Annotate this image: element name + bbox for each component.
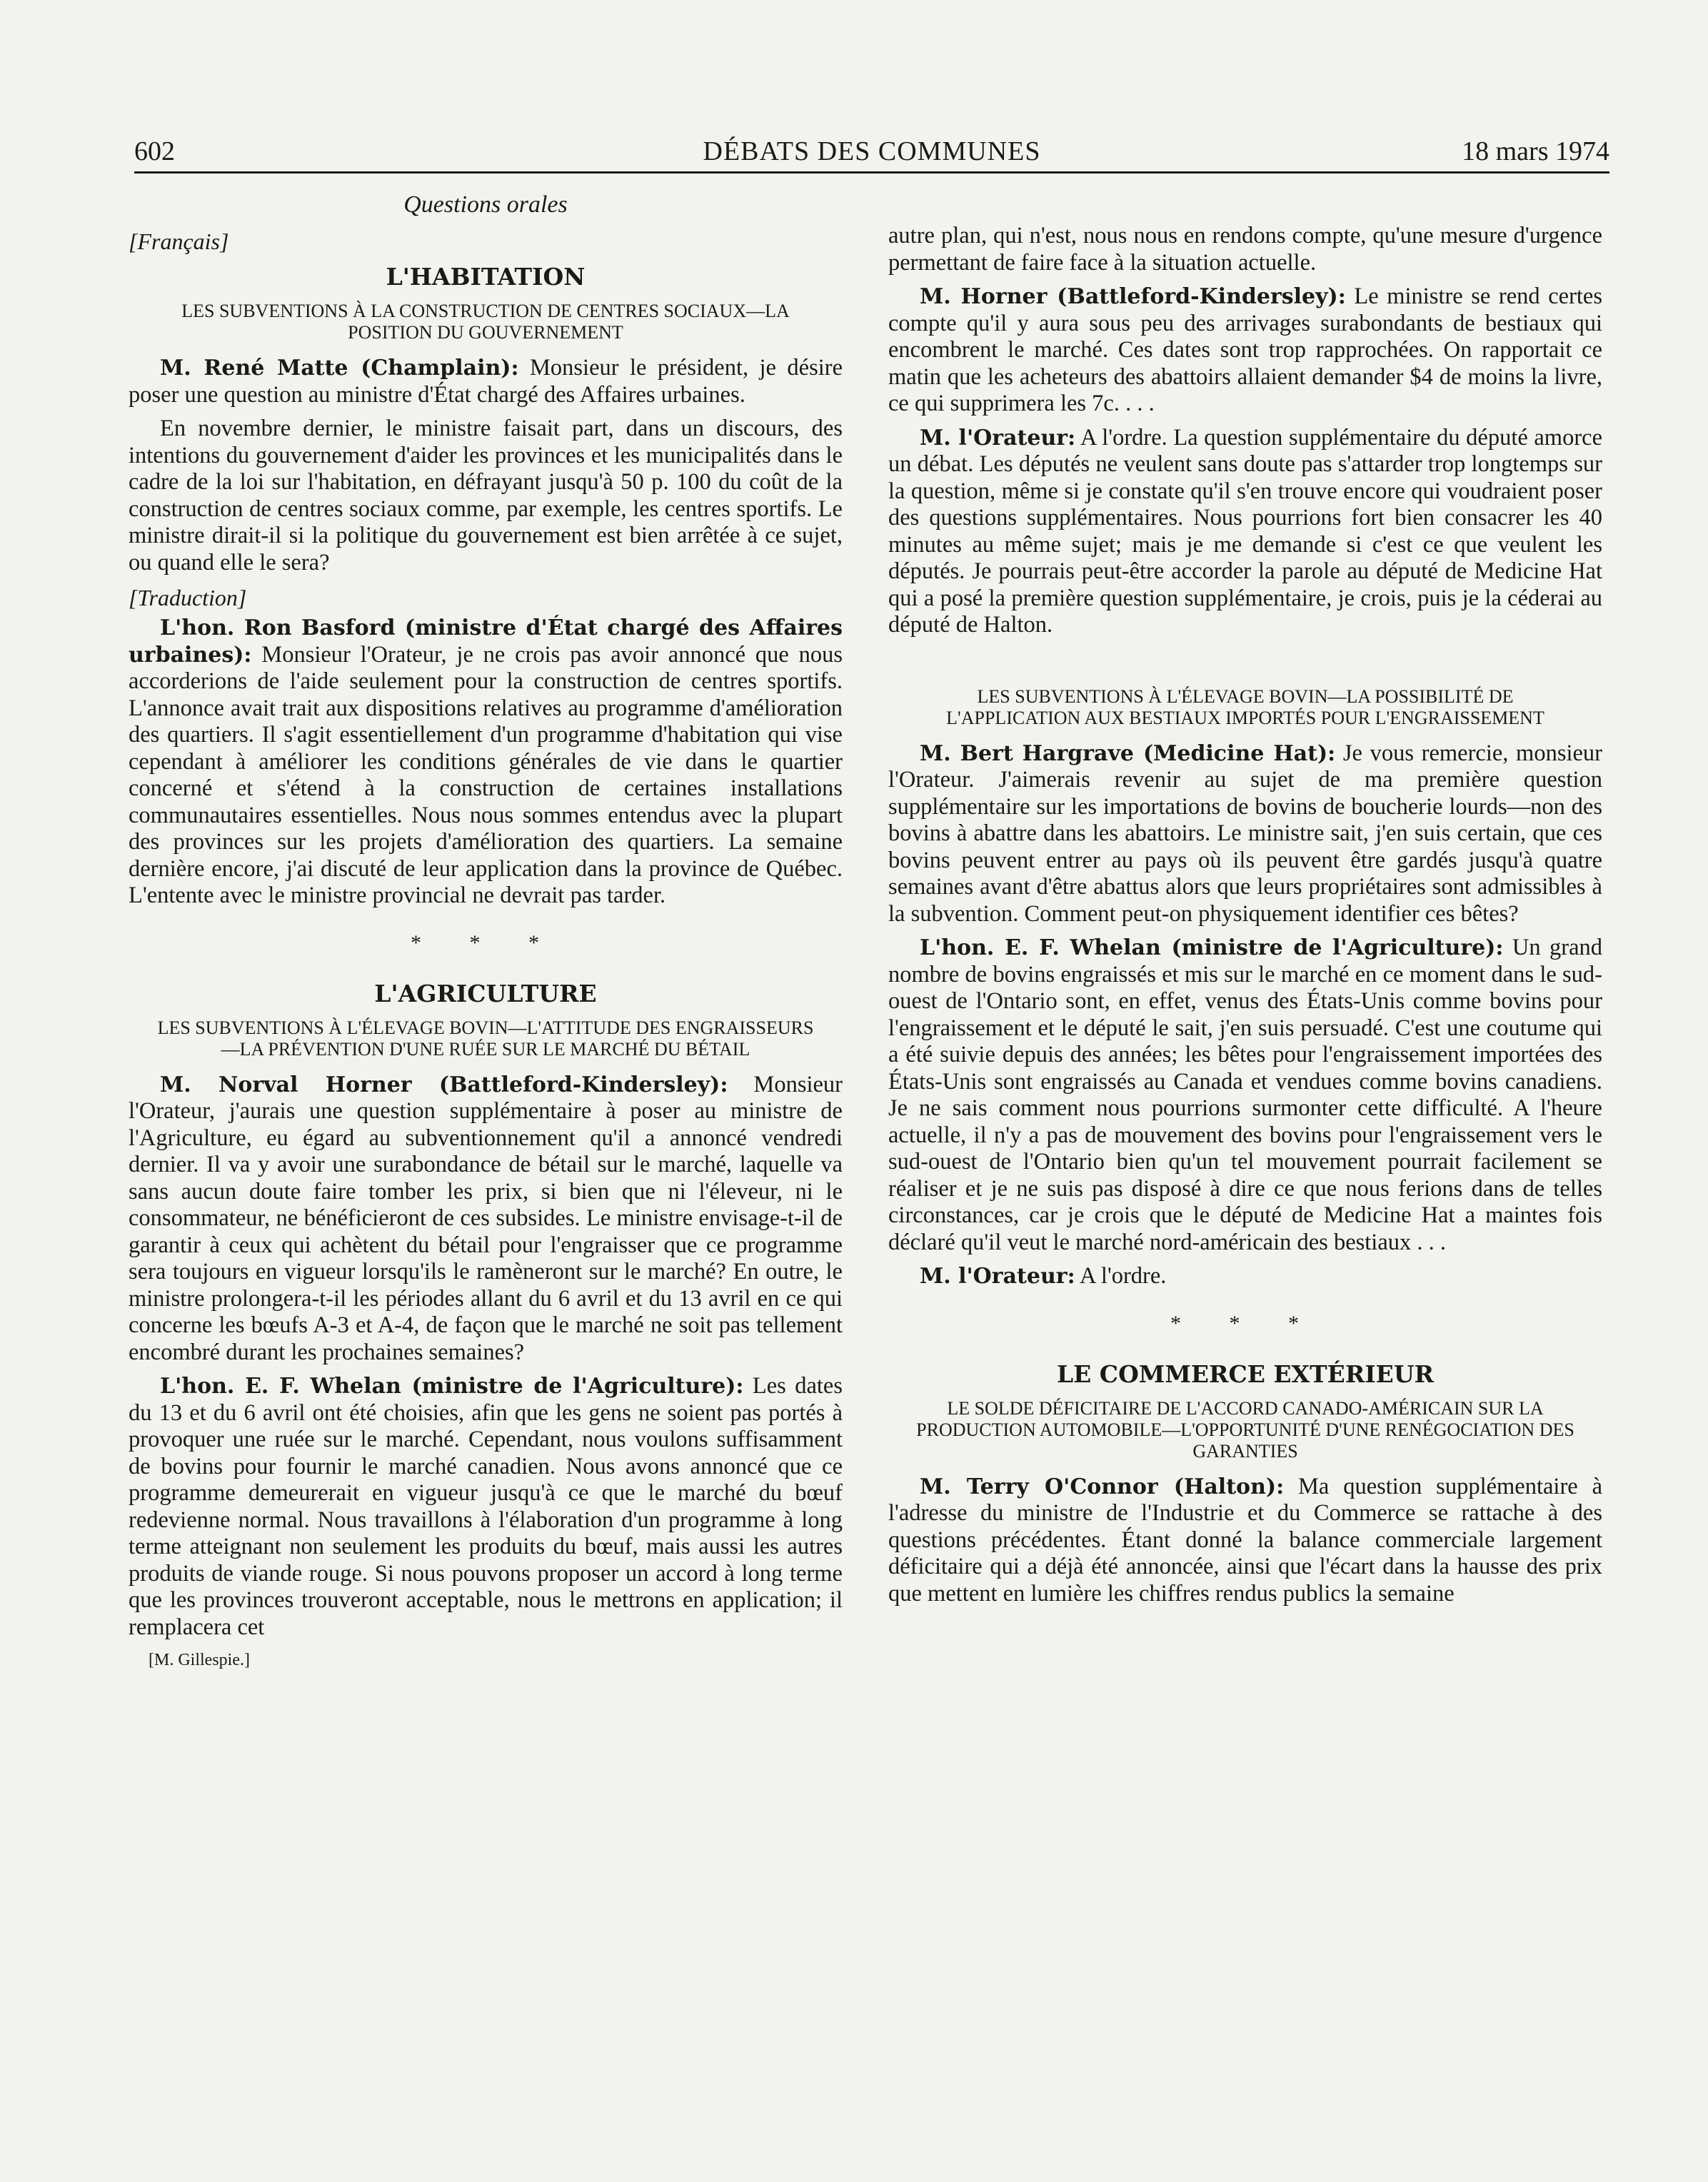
- paragraph-text: Monsieur l'Orateur, j'aurais une question supplémentaire à poser au ministre de l'Agriculture, eu égard au subventionnement qu'il a annoncé vendredi dernier. Il va y avoir une surabondance de bétail sur le marché, laquelle va sans aucun doute faire tomber les prix, si bien que ni l'éleveur, ni le consommateur, ne bénéficieront de ces subsides. Le ministre envisage-t-il de garantir à ceux qui achètent du bétail pour l'engraisser que ce programme sera toujours en vigueur lorsqu'ils le ramèneront sur le marché? En outre, le ministre prolongera-t-il les périodes allant du 6 avril et du 13 avril en ce qui concerne les bœufs A-3 et A-4, de façon que le marché ne soit pas tellement encombré durant les prochaines semaines?: [129, 1071, 843, 1365]
- section-heading: LE COMMERCE EXTÉRIEUR: [1056, 1359, 1435, 1388]
- paragraph: [888, 425, 1602, 639]
- paragraph: En novembre dernier, le ministre faisait part, dans un discours, des intentions du gouvernement d'aider les provinces et les municipalités dans le cadre de la loi sur l'habitation, en défrayant jusqu'à 50 p. 100 du coût de la construction de centres sociaux comme, par exemple, les centres sportifs. Le ministre dirait-il si la politique du gouvernement est bien arrêtée à ce sujet, ou quand elle le sera?: [129, 416, 843, 575]
- running-title: Questions orales: [403, 191, 568, 218]
- section-heading: L'AGRICULTURE: [374, 979, 597, 1007]
- section-subheading: LES SUBVENTIONS À LA CONSTRUCTION DE CENTRES SOCIAUX—LA POSITION DU GOUVERNEMENT: [181, 301, 790, 343]
- section-separator: * * *: [411, 930, 561, 955]
- issue-date: 18 mars 1974: [1462, 136, 1609, 166]
- paragraph: [129, 1373, 843, 1641]
- paragraph-text: A l'ordre. La question supplémentaire du député amorce un débat. Les députés ne veulent sans doute pas s'attarder trop longtemps sur la question, même si je constate qu'il s'en trouve encore qui voudraient poser des questions supplémentaires. Nous pourrions fort bien consacrer les 40 minutes au même sujet; mais je me demande si c'est ce que veulent les députés. Je pourrais peut-être accorder la parole au député de Medicine Hat qui a posé la première question supplémentaire, je crois, puis je la céderai au député de Halton.: [888, 424, 1602, 638]
- paragraph-text: Les dates du 13 et du 6 avril ont été choisies, afin que les gens ne soient pas portés à provoquer une ruée sur le marché. Cependant, nous voulons suffisamment de bovins pour fournir le marché canadien. Nous avons annoncé que ce programme demeurerait en vigueur jusqu'à ce que le marché du bœuf redevienne normal. Nous travaillons à l'élaboration d'un programme à long terme atteignant non seulement les produits du bœuf, mais aussi les autres produits de viande rouge. Si nous pouvons proposer un accord à long terme que les provinces trouveront acceptable, nous le mettrons en application; il remplacera cet: [129, 1373, 843, 1640]
- right-column: [888, 223, 1602, 1614]
- speaker-name: L'hon. E. F. Whelan (ministre de l'Agriculture):: [160, 1374, 744, 1399]
- paragraph-text: Monsieur l'Orateur, je ne crois pas avoir annoncé que nous accorderions de l'aide seulement pour la construction de centres sportifs. L'annonce avait trait aux dispositions relatives au programme d'amélioration des quartiers. Il s'agit essentiellement d'un programme d'habitation qui vise cependant à améliorer les conditions générales de vie dans le quartier concerné et s'étend à la construction de certaines installations communautaires essentielles. Nous nous sommes entendus avec la plupart des provinces sur les projets d'amélioration des quartiers. La semaine dernière encore, j'ai discuté de leur application dans la province de Québec. L'entente avec le ministre provincial ne devrait pas tarder.: [129, 641, 843, 908]
- page-number: 602: [134, 136, 175, 166]
- speaker-name: M. Terry O'Connor (Halton):: [920, 1474, 1285, 1499]
- speaker-name: M. Horner (Battleford-Kindersley):: [920, 284, 1346, 309]
- section-separator: * * *: [1170, 1311, 1320, 1335]
- paragraph: [888, 935, 1602, 1256]
- paragraph-text: A l'ordre.: [1075, 1263, 1167, 1289]
- section-heading: L'HABITATION: [386, 263, 586, 291]
- paragraph-text: Ma question supplémentaire à l'adresse du ministre de l'Industrie et du Commerce se rattache à des questions précédentes. Étant donné la balance commerciale largement déficitaire qui a déjà été annoncée, ainsi que l'écart dans la hausse des prix que mettent en lumière les chiffres rendus publics la semaine: [888, 1473, 1602, 1607]
- paragraph: autre plan, qui n'est, nous nous en rendons compte, qu'une mesure d'urgence permettant de faire face à la situation actuelle.: [888, 223, 1602, 276]
- paragraph-text: Monsieur le président, je désire poser une question au ministre d'État chargé des Affaires urbaines.: [129, 355, 843, 408]
- paragraph: [129, 1072, 843, 1367]
- footnote: [M. Gillespie.]: [149, 1651, 250, 1669]
- section-subheading: LE SOLDE DÉFICITAIRE DE L'ACCORD CANADO-AMÉRICAIN SUR LA PRODUCTION AUTOMOBILE—L'OPPORTUNITÉ D'UNE RENÉGOCIATION DES GARANTIES: [916, 1397, 1574, 1462]
- language-marker: [Traduction]: [129, 585, 247, 610]
- speaker-name: M. Norval Horner (Battleford-Kindersley):: [160, 1072, 728, 1097]
- paragraph: [129, 615, 843, 910]
- paragraph-text: Je vous remercie, monsieur l'Orateur. J'aimerais revenir au sujet de ma première question supplémentaire sur les importations de bovins de boucherie lourds—non des bovins à abattre dans les abattoirs. Le ministre sait, j'en suis certain, que ces bovins peuvent entrer au pays où ils peuvent être gardés jusqu'à quatre semaines avant d'être abattus alors que leurs propriétaires sont admissibles à la subvention. Comment peut-on physiquement identifier ces bêtes?: [888, 740, 1602, 927]
- speaker-name: L'hon. Ron Basford (ministre d'État chargé des Affaires urbaines):: [129, 615, 843, 668]
- paragraph: [888, 1263, 1602, 1290]
- speaker-name: M. Bert Hargrave (Medicine Hat):: [920, 740, 1336, 766]
- paragraph: [888, 283, 1602, 418]
- speaker-name: L'hon. E. F. Whelan (ministre de l'Agriculture):: [920, 935, 1504, 960]
- paragraph: [888, 740, 1602, 928]
- speaker-name: M. René Matte (Champlain):: [160, 356, 519, 381]
- paragraph-text: Un grand nombre de bovins engraissés et mis sur le marché en ce moment dans le sud-ouest de l'Ontario sont, en effet, venus des États-Unis comme bovins pour l'engraissement et le député le sait, j'en suis persuadé. C'est une coutume qui a été suivie depuis des années; les bêtes pour l'engraissement importées des États-Unis sont engraissés au Canada et vendues comme bovins canadiens. Je ne sais comment nous pourrions surmonter cette difficulté. A l'heure actuelle, il n'y a pas de mouvement des bovins pour l'engraissement vers le sud-ouest de l'Ontario bien qu'un tel mouvement pourrait facilement se réaliser et je ne suis pas disposé à dire ce que nous ferions dans de telles circonstances, car je crois que le député de Medicine Hat a maintes fois déclaré qu'il veut le marché nord-américain des bestiaux . . .: [888, 935, 1603, 1255]
- left-column: [129, 180, 843, 1670]
- publication-title: DÉBATS DES COMMUNES: [703, 136, 1041, 166]
- section-subheading: LES SUBVENTIONS À L'ÉLEVAGE BOVIN—L'ATTITUDE DES ENGRAISSEURS—LA PRÉVENTION D'UNE RUÉE SUR LE MARCHÉ DU BÉTAIL: [157, 1017, 814, 1060]
- language-marker: [Français]: [129, 228, 229, 254]
- speaker-name: M. l'Orateur:: [920, 425, 1076, 451]
- section-subheading: LES SUBVENTIONS À L'ÉLEVAGE BOVIN—LA POSSIBILITÉ DE L'APPLICATION AUX BESTIAUX IMPORTÉS POUR L'ENGRAISSEMENT: [946, 685, 1544, 728]
- speaker-name: M. l'Orateur:: [920, 1264, 1075, 1289]
- page-header: [134, 134, 1609, 174]
- paragraph: [129, 355, 843, 408]
- paragraph: [888, 1474, 1602, 1608]
- paragraph-text: Le ministre se rend certes compte qu'il y aura sous peu des arrivages surabondants de bestiaux qui encombrent le marché. Ces dates sont trop rapprochées. On rapportait ce matin que les acheteurs des abattoirs allaient demander $4 de moins la livre, ce qui supprimera les 7c. . . .: [888, 283, 1602, 416]
- spacer: [888, 646, 1602, 686]
